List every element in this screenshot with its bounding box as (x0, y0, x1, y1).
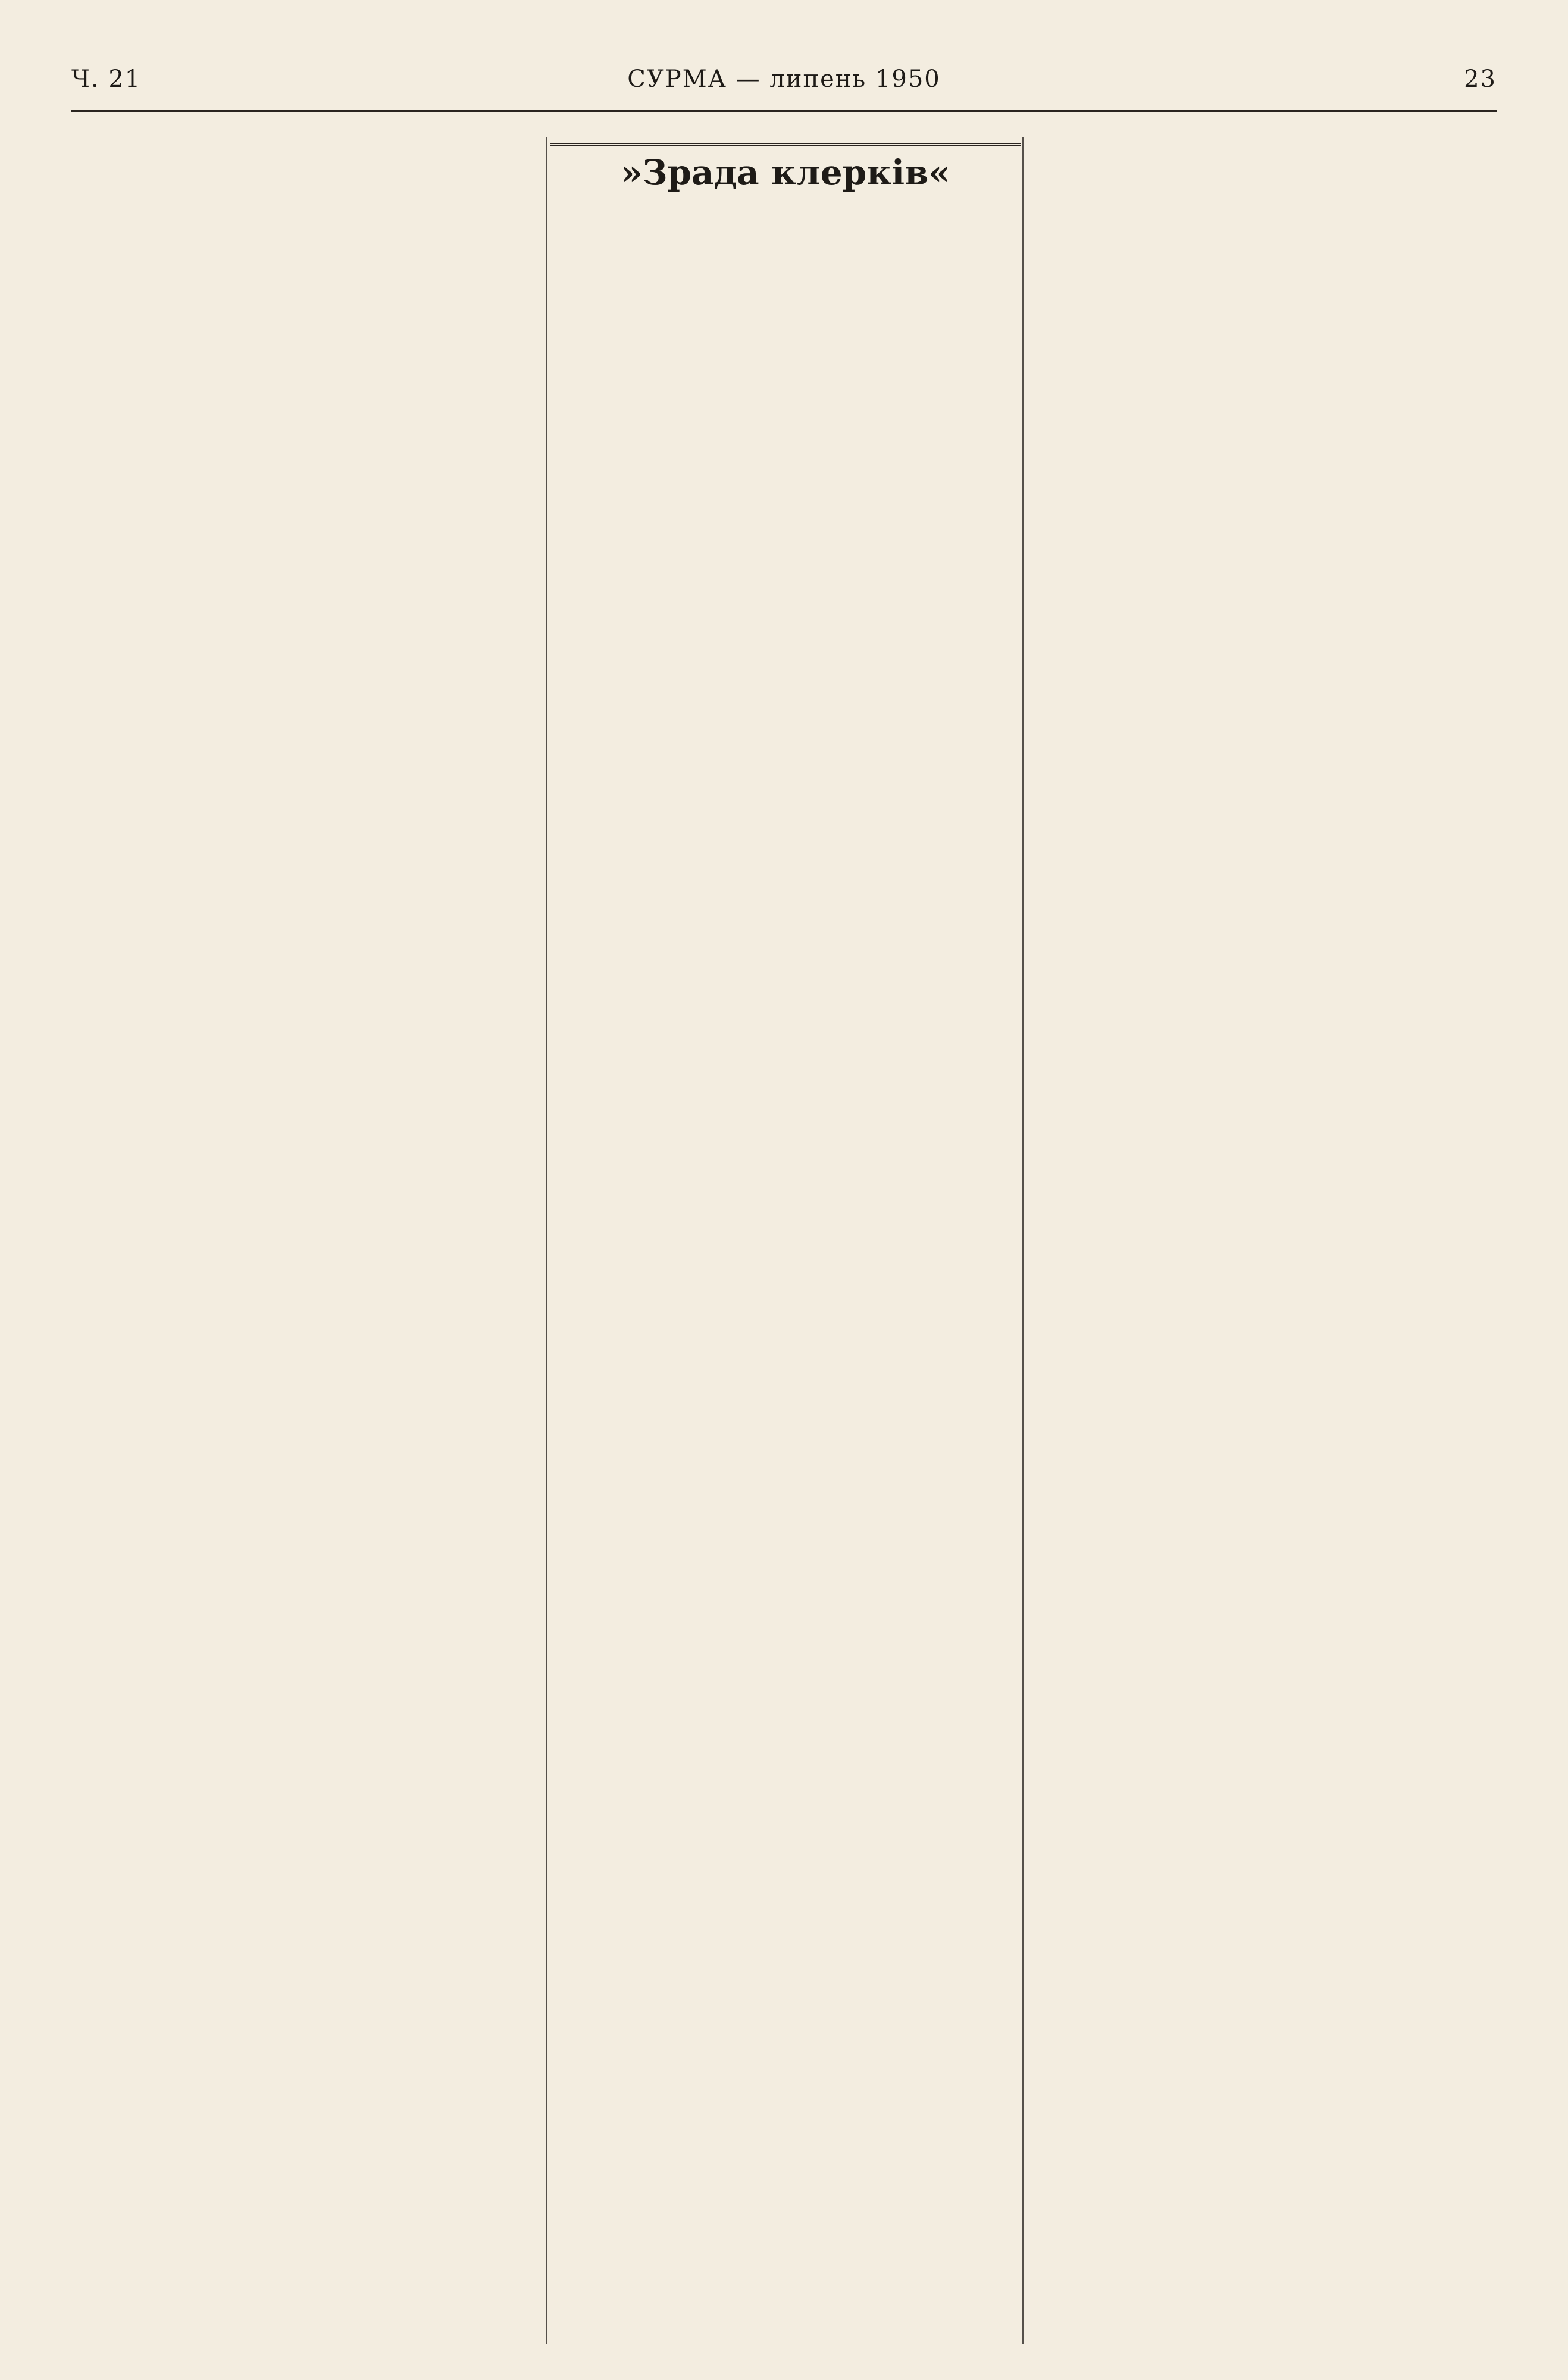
section-box (550, 143, 1021, 192)
column-divider (546, 137, 547, 2344)
page-header (71, 65, 1497, 107)
header-rule (71, 110, 1497, 112)
section-title: »Зрада клерків« (621, 152, 950, 193)
column-2 (550, 137, 1021, 2344)
column-3 (1026, 137, 1497, 2344)
page-number: 23 (1464, 65, 1497, 93)
column-1 (71, 137, 542, 2344)
column-divider (1022, 137, 1024, 2344)
journal-title: СУРМА — липень 1950 (627, 65, 941, 93)
issue-number: Ч. 21 (71, 65, 142, 93)
